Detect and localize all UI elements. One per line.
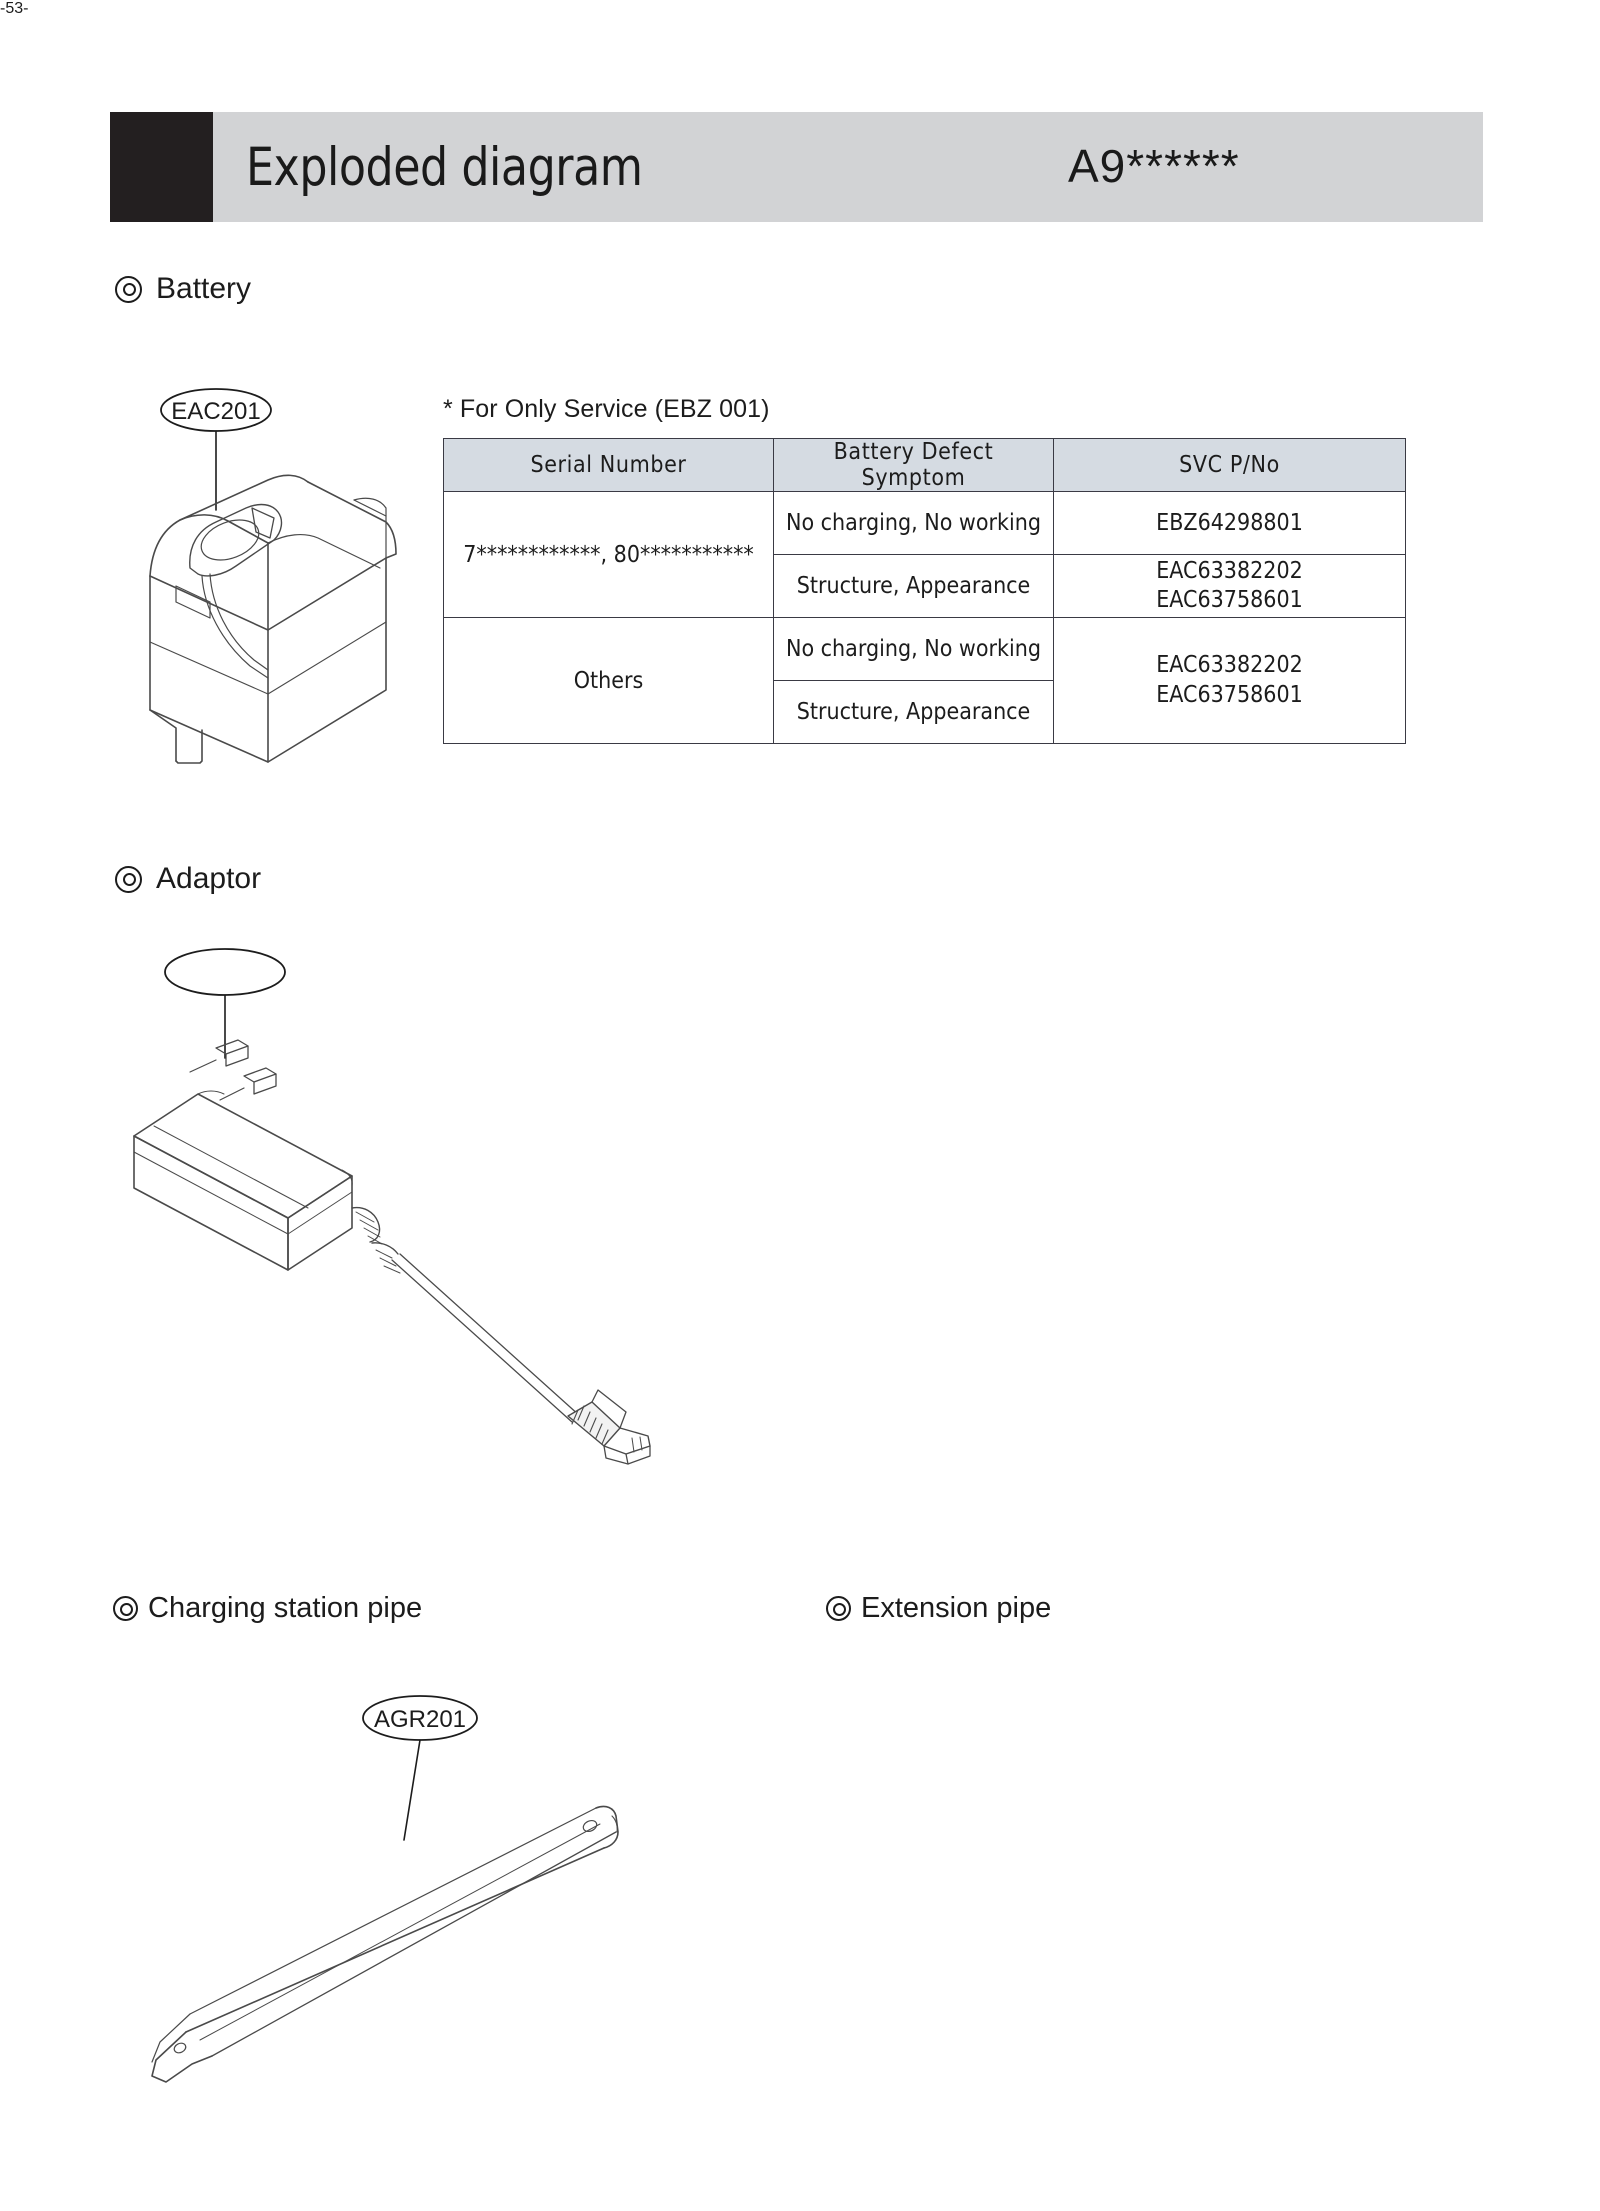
section-heading-label: Battery <box>156 272 252 305</box>
header-color-swatch <box>110 112 213 222</box>
column-header-svc-pno: SVC P/No <box>1054 439 1406 492</box>
section-heading-adaptor <box>115 862 261 896</box>
cell-svc-pno: EBZ64298801 <box>1054 492 1406 555</box>
callout-leader-line <box>404 1740 420 1840</box>
section-heading-label: Charging station pipe <box>148 1592 423 1624</box>
header-bar <box>213 112 1483 222</box>
model-number: A9****** <box>1068 139 1240 192</box>
double-circle-bullet-icon <box>115 276 142 303</box>
callout-oval-empty <box>165 949 285 995</box>
page-title: Exploded diagram <box>246 136 643 198</box>
service-part-table-block <box>443 395 1405 744</box>
table-header-row <box>444 439 1406 492</box>
column-header-serial-number: Serial Number <box>444 439 774 492</box>
column-header-defect-symptom: Battery Defect Symptom <box>774 439 1054 492</box>
cell-defect-symptom: No charging, No working <box>774 618 1054 681</box>
service-part-table <box>443 438 1406 744</box>
cell-serial-number: 7************, 80*********** <box>444 492 774 618</box>
section-heading-charging-station-pipe <box>113 1592 422 1625</box>
double-circle-bullet-icon <box>113 1596 138 1621</box>
callout-label-battery: EAC201 <box>171 398 261 425</box>
section-heading-battery <box>115 272 251 306</box>
battery-illustration <box>118 380 438 770</box>
charging-station-pipe-illustration <box>120 1690 750 2090</box>
section-heading-extension-pipe <box>826 1592 1051 1625</box>
cell-defect-symptom: No charging, No working <box>774 492 1054 555</box>
table-row <box>444 618 1406 681</box>
table-row <box>444 492 1406 555</box>
double-circle-bullet-icon <box>115 866 142 893</box>
table-caption: * For Only Service (EBZ 001) <box>443 395 770 423</box>
page-number: -53- <box>0 0 29 17</box>
page-header <box>110 112 1483 222</box>
callout-label-charging-pipe: AGR201 <box>373 1706 467 1733</box>
cell-svc-pno: EAC63382202 EAC63758601 <box>1054 555 1406 618</box>
double-circle-bullet-icon <box>826 1596 851 1621</box>
adaptor-illustration <box>120 940 780 1580</box>
cell-svc-pno: EAC63382202 EAC63758601 <box>1054 618 1406 744</box>
cell-serial-number: Others <box>444 618 774 744</box>
section-heading-label: Extension pipe <box>861 1592 1052 1624</box>
cell-defect-symptom: Structure, Appearance <box>774 555 1054 618</box>
section-heading-label: Adaptor <box>156 862 262 895</box>
cell-defect-symptom: Structure, Appearance <box>774 681 1054 744</box>
